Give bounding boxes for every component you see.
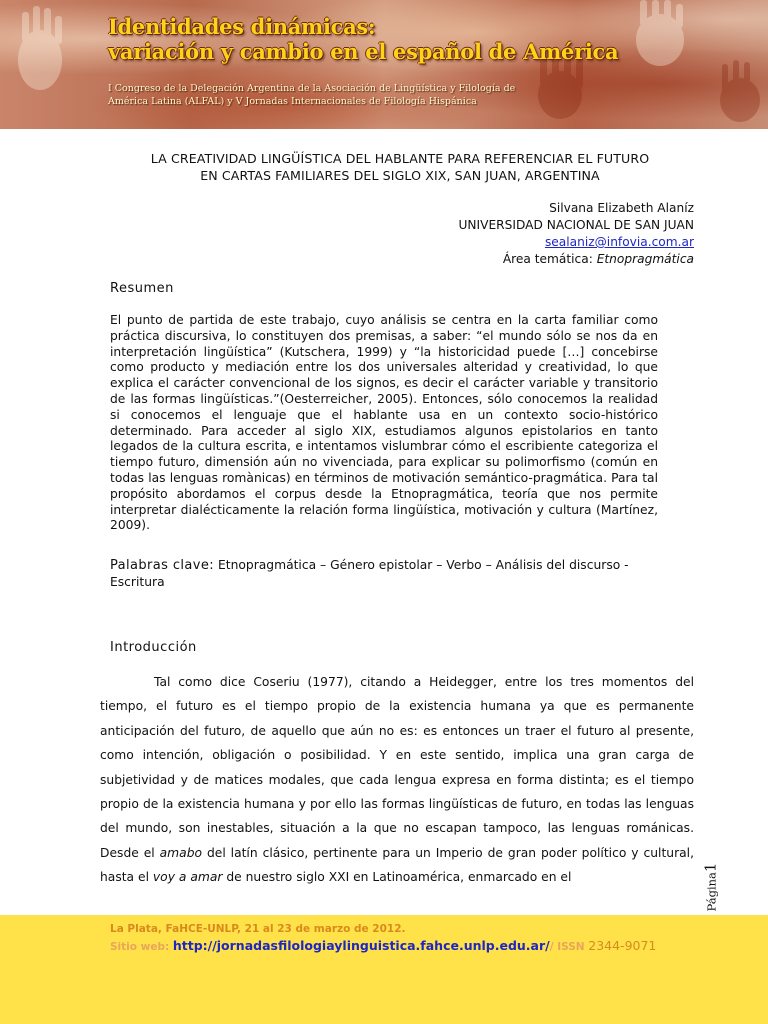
banner-title-line2: variación y cambio en el español de América [108, 39, 619, 64]
page-number-value: 1 [701, 862, 720, 873]
intro-text-part3: de nuestro siglo XXI en Latinoamérica, enmarcado en el [222, 870, 572, 885]
intro-italic-amabo: amabo [159, 845, 203, 860]
intro-italic-voy-a-amar: voy a amar [152, 870, 223, 885]
footer-links [110, 938, 656, 953]
footer-event-info: La Plata, FaHCE-UNLP, 21 al 23 de marzo de 2012. [110, 923, 406, 935]
introduction-heading: Introducción [110, 640, 197, 655]
thematic-area-label: Área temática: [502, 252, 597, 266]
abstract-text: El punto de partida de este trabajo, cuyo análisis se centra en la carta familiar como práctica discursiva, lo constituyen dos premisas, a saber: “el mundo sólo se nos da en interpretación lingüística” (Kutschera, 1999) y “la historicidad puede […] concebirse como producto y mediación entre los dos universales alteridad y creatividad, lo que explica el carácter convencional de los signos, es decir el carácter variable y transitorio de las formas lingüísticas.”(Oesterreicher, 2005). Entonces, sólo conocemos la realidad si conocemos el lenguaje que el hablante usa en un contexto socio-histórico determinado. Para acceder al siglo XIX, estudiamos algunos epistolarios en tanto legados de la cultura escrita, e intentamos vislumbrar cómo el escribiente categoriza el tiempo futuro, dimensión aún no vivenciada, para explicar su polimorfismo (común en todas las lenguas romànicas) en términos de motivación semántico-pragmática. Para tal propósito abordamos el corpus desde la Etnopragmática, teoría que nos permite interpretar dialécticamente la relación forma lingüística, motivación y cultura (Martínez, 2009). [110, 313, 658, 533]
thematic-area [458, 251, 694, 268]
intro-text-part2: del latín clásico, pertinente para un Imperio de gran poder político y cultural, hasta el [100, 845, 694, 885]
author-block [458, 200, 694, 268]
author-email-link[interactable]: sealaniz@infovia.com.ar [544, 235, 694, 249]
keywords [110, 557, 658, 590]
banner-title [108, 14, 618, 64]
article-title [100, 150, 700, 184]
footer-site-link[interactable]: http://jornadasfilologiaylinguistica.fahce.unlp.edu.ar/ [172, 938, 550, 953]
keywords-text: Etnopragmática – Género epistolar – Verbo – Análisis del discurso - Escritura [110, 558, 629, 589]
keywords-label: Palabras clave: [110, 558, 215, 573]
banner-subtitle: I Congreso de la Delegación Argentina de la Asociación de Lingüística y Filología de América Latina (ALFAL) y V Jornadas Internacionales de Filología Hispánica [108, 83, 516, 107]
abstract-heading: Resumen [110, 281, 174, 296]
author-name: Silvana Elizabeth Alaníz [549, 201, 694, 215]
footer [0, 915, 768, 1024]
introduction-paragraph [100, 670, 694, 890]
article-title-line2: EN CARTAS FAMILIARES DEL SIGLO XIX, SAN JUAN, ARGENTINA [200, 168, 600, 183]
banner-title-line1: Identidades dinámicas: [108, 14, 376, 39]
footer-issn-label: ISSN [557, 941, 585, 953]
footer-separator: / [549, 941, 554, 953]
footer-issn-value: 2344-9071 [588, 938, 657, 953]
article-title-line1: LA CREATIVIDAD LINGÜÍSTICA DEL HABLANTE PARA REFERENCIAR EL FUTURO [150, 151, 650, 166]
author-university: UNIVERSIDAD NACIONAL DE SAN JUAN [458, 218, 694, 232]
header-banner [0, 0, 768, 129]
page-number-label: Página [704, 872, 719, 912]
footer-site-label: Sitio web: [110, 941, 170, 953]
page-number [690, 862, 730, 912]
thematic-area-value: Etnopragmática [596, 252, 694, 266]
intro-text-part1: Tal como dice Coseriu (1977), citando a Heidegger, entre los tres momentos del tiempo, el futuro es el tiempo propio de la existencia humana ya que es permanente anticipación del futuro, de aquello que aún no es: es entonces un traer el futuro al presente, como intención, obligación o posibilidad. Y en este sentido, implica una gran carga de subjetividad y de matices modales, que cada lengua expresa en forma distinta; es el tiempo propio de la existencia humana y por ello las formas lingüísticas de futuro, en todas las lenguas del mundo, son inestables, situación a la que no escapan tampoco, las lenguas románicas. Desde el [100, 675, 694, 860]
